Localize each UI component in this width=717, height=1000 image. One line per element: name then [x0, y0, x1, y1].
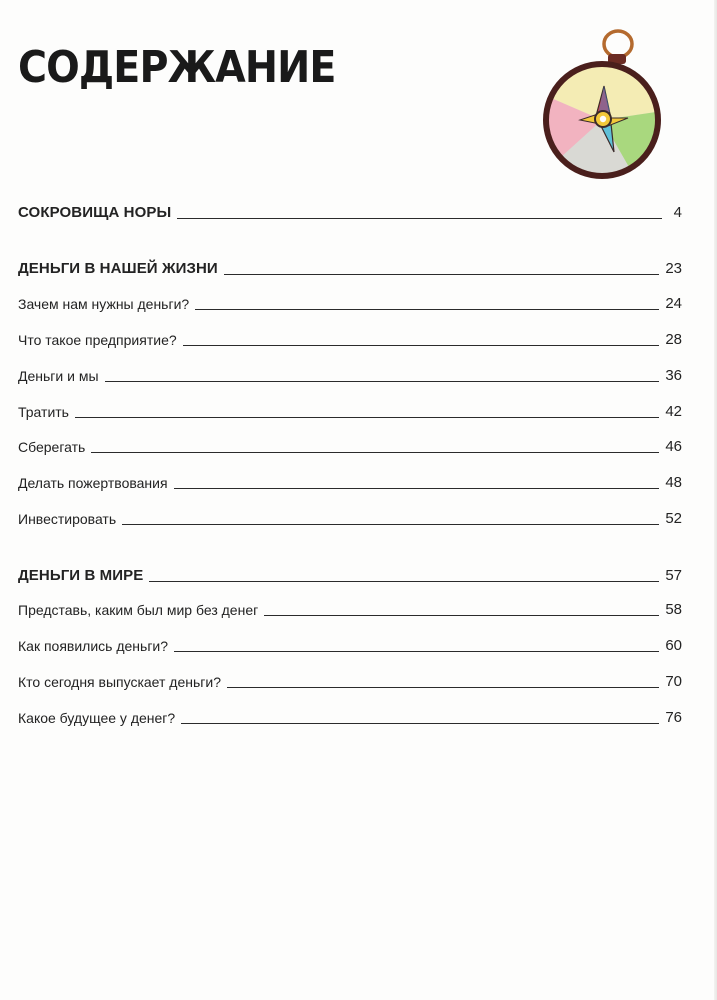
toc-page-number: 23: [665, 260, 682, 277]
toc-page-number: 36: [665, 367, 682, 384]
toc-page-number: 58: [665, 601, 682, 618]
toc-item-title: Делать пожертвования: [18, 475, 168, 491]
toc-item-title: Какое будущее у денег?: [18, 710, 176, 726]
leader-line: [174, 651, 659, 652]
toc-section-title: СОКРОВИЩА НОРЫ: [18, 204, 172, 221]
toc-page-number: 76: [665, 709, 682, 726]
toc-page-number: 46: [665, 438, 682, 455]
toc-item-row[interactable]: [18, 705, 682, 727]
leader-line: [122, 524, 659, 525]
toc-item-row[interactable]: [18, 669, 682, 691]
leader-line: [195, 309, 659, 310]
toc-item-title: Тратить: [18, 404, 69, 420]
leader-line: [149, 581, 659, 582]
leader-line: [174, 488, 660, 489]
toc-item-title: Инвестировать: [18, 511, 117, 527]
toc-page-number: 28: [665, 331, 682, 348]
toc-item-row[interactable]: [18, 291, 682, 313]
toc-page-number: 4: [673, 204, 682, 221]
toc-page-number: 52: [665, 510, 682, 527]
leader-line: [105, 381, 660, 382]
toc-item-row[interactable]: [18, 327, 682, 349]
toc-section-row[interactable]: [18, 256, 682, 278]
leader-line: [75, 417, 659, 418]
leader-line: [177, 218, 662, 219]
toc-item-row[interactable]: [18, 363, 682, 385]
toc-item-title: Деньги и мы: [18, 368, 99, 384]
toc-item-row[interactable]: [18, 633, 682, 655]
toc-item-title: Как появились деньги?: [18, 638, 169, 654]
leader-line: [264, 615, 659, 616]
toc-item-title: Кто сегодня выпускает деньги?: [18, 674, 221, 690]
leader-line: [91, 452, 659, 453]
toc-item-title: Что такое предприятие?: [18, 332, 177, 348]
toc-section-title: ДЕНЬГИ В МИРЕ: [18, 567, 144, 584]
toc-section-title: ДЕНЬГИ В НАШЕЙ ЖИЗНИ: [18, 260, 218, 277]
toc-page-number: 57: [665, 567, 682, 584]
toc-item-title: Представь, каким был мир без денег: [18, 602, 259, 618]
toc-item-row[interactable]: [18, 434, 682, 456]
page-title: СОДЕРЖАНИЕ: [18, 42, 336, 93]
toc-item-row[interactable]: [18, 506, 682, 528]
toc-page-number: 42: [665, 403, 682, 420]
toc-item-row[interactable]: [18, 399, 682, 421]
toc-page-number: 60: [665, 637, 682, 654]
toc-page-number: 48: [665, 474, 682, 491]
leader-line: [224, 274, 660, 275]
toc-section-row[interactable]: [18, 563, 682, 585]
toc-section-row[interactable]: [18, 200, 682, 222]
toc-page-number: 24: [665, 295, 682, 312]
leader-line: [183, 345, 660, 346]
toc-item-row[interactable]: [18, 597, 682, 619]
toc-item-title: Зачем нам нужны деньги?: [18, 296, 190, 312]
toc-item-row[interactable]: [18, 470, 682, 492]
leader-line: [181, 723, 659, 724]
leader-line: [227, 687, 659, 688]
toc-item-title: Сберегать: [18, 439, 86, 455]
toc-page-number: 70: [665, 673, 682, 690]
